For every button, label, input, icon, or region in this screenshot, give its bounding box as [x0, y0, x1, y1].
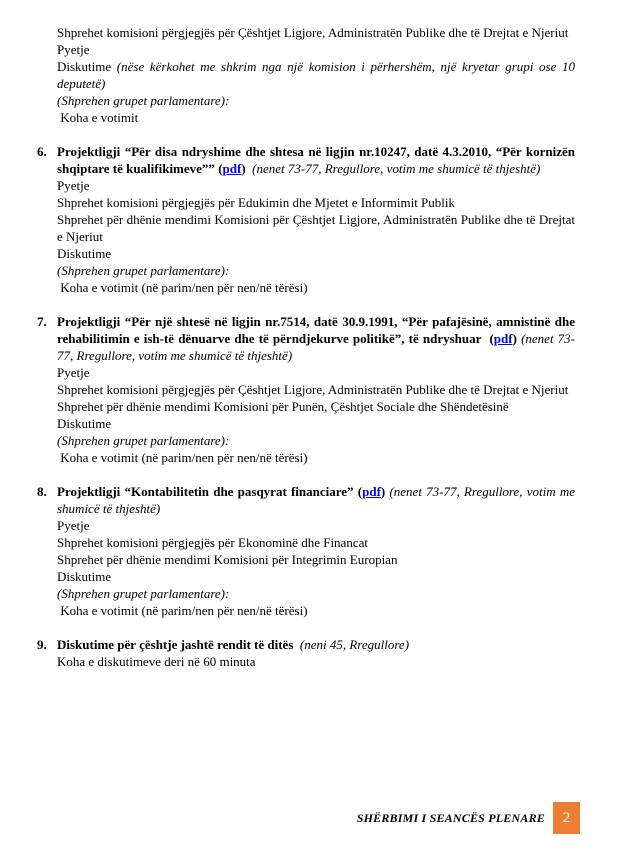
page-footer [357, 802, 580, 834]
text-line [57, 245, 575, 262]
text-line [57, 92, 575, 109]
text-line [57, 568, 575, 585]
line-text: Koha e votimit (në parim/nen për nen/në tërësi) [57, 603, 308, 618]
text-line [57, 534, 575, 551]
line-italic-text: (nëse kërkohet me shkrim nga një komision i përhershëm, një kryetar grupi ose 10 deputetë) [57, 59, 575, 91]
line-italic-text: (Shprehen grupet parlamentare): [57, 93, 230, 108]
text-line [57, 58, 575, 92]
item-title-line [57, 636, 575, 653]
text-line [57, 432, 575, 449]
item-title: Diskutime për çështje jashtë rendit të ditës [57, 637, 297, 652]
text-line [57, 398, 575, 415]
pdf-paren-open: ( [357, 484, 363, 499]
text-line [57, 449, 575, 466]
text-line [57, 41, 575, 58]
line-text: Pyetje [57, 518, 90, 533]
line-text: Pyetje [57, 365, 90, 380]
line-text: Diskutime [57, 246, 112, 261]
text-line [57, 381, 575, 398]
footer-label: SHËRBIMI I SEANCËS PLENARE [356, 810, 545, 825]
line-text: Pyetje [57, 178, 90, 193]
line-text: Diskutime [57, 59, 117, 74]
line-text: Shprehet për dhënie mendimi Komisioni për Çështjet Ligjore, Administratën Publike dhe të Drejtat e Njeriut [57, 212, 575, 244]
item-number: 7. [37, 314, 47, 329]
item-note: (nenet 73-77, Rregullore, votim me shumicë të thjeshtë) [245, 161, 541, 176]
item-number: 9. [37, 637, 47, 652]
text-line [57, 551, 575, 568]
item-note: (nenet 73-77, Rregullore, votim me shumicë të thjeshtë) [57, 484, 575, 516]
item-title-line [57, 143, 575, 177]
item-number: 6. [37, 144, 47, 159]
agenda-item-6 [37, 143, 575, 296]
pdf-paren-close: ) [380, 484, 386, 499]
pdf-link[interactable]: pdf [222, 161, 242, 176]
pdf-paren-close: ) [512, 331, 517, 346]
line-text: Shprehet komisioni përgjegjës për Edukimin dhe Mjetet e Informimit Publik [57, 195, 456, 210]
line-text: Diskutime [57, 569, 112, 584]
pdf-link[interactable]: pdf [362, 484, 381, 499]
text-line [57, 585, 575, 602]
line-italic-text: (Shprehen grupet parlamentare): [57, 586, 230, 601]
text-line [57, 109, 575, 126]
item-title: Projektligji “Kontabilitetin dhe pasqyrat financiare” [57, 484, 358, 499]
line-text: Shprehet komisioni përgjegjës për Çështjet Ligjore, Administratën Publike dhe të Drejtat e Njeriut [57, 382, 569, 397]
line-text: Diskutime [57, 416, 112, 431]
item-title: Projektligji “Për disa ndryshime dhe shtesa në ligjin nr.10247, datë 4.3.2010, “Për kornizën shqiptare të kualifikimeve”” [57, 144, 575, 176]
pdf-paren-open: ( [489, 331, 494, 346]
line-text: Koha e votimit (në parim/nen për nen/në tërësi) [57, 450, 308, 465]
item-body [57, 313, 575, 466]
item-title-line [57, 483, 575, 517]
item-note: (neni 45, Rregullore) [296, 637, 410, 652]
pdf-paren-open: ( [218, 161, 223, 176]
page-number-badge: 2 [553, 802, 580, 834]
text-line [57, 415, 575, 432]
item-title-line [57, 313, 575, 364]
line-italic-text: (Shprehen grupet parlamentare): [57, 433, 230, 448]
line-text: Shprehet komisioni përgjegjës për Ekonominë dhe Financat [57, 535, 368, 550]
line-text: Koha e diskutimeve deri në 60 minuta [57, 654, 256, 669]
agenda-item-9 [37, 636, 575, 670]
text-line [57, 653, 575, 670]
text-line [57, 517, 575, 534]
text-line [57, 177, 575, 194]
document-content [37, 24, 576, 670]
item-number: 8. [37, 484, 47, 499]
line-text: Koha e votimit (në parim/nen për nen/në tërësi) [57, 280, 308, 295]
item-body [57, 483, 575, 619]
line-italic-text: (Shprehen grupet parlamentare): [57, 263, 230, 278]
item-body [57, 636, 575, 670]
agenda-item-5-continuation [57, 24, 575, 126]
text-line [57, 262, 575, 279]
text-line [57, 194, 575, 211]
pdf-paren-close: ) [241, 161, 246, 176]
text-line [57, 24, 575, 41]
line-text: Shprehet komisioni përgjegjës për Çështjet Ligjore, Administratën Publike dhe të Drejtat e Njeriut [57, 25, 569, 40]
pdf-link[interactable]: pdf [493, 331, 513, 346]
item-title: Projektligji “Për një shtesë në ligjin nr.7514, datë 30.9.1991, “Për pafajësinë, amnistinë dhe rehabilitimin e ish-të dënuarve dhe të përndjekurve politikë”, të ndryshuar [57, 314, 575, 346]
text-line [57, 279, 575, 296]
item-note: (nenet 73-77, Rregullore, votim me shumicë të thjeshtë) [57, 331, 576, 363]
item-body [57, 143, 575, 296]
text-line [57, 211, 575, 245]
agenda-item-8 [37, 483, 575, 619]
line-text: Shprehet për dhënie mendimi Komisioni për Integrimin Europian [57, 552, 398, 567]
text-line [57, 364, 575, 381]
line-text: Koha e votimit [57, 110, 139, 125]
line-text: Shprehet për dhënie mendimi Komisioni për Punën, Çështjet Sociale dhe Shëndetësinë [57, 399, 509, 414]
agenda-item-7 [37, 313, 575, 466]
line-text: Pyetje [57, 42, 90, 57]
text-line [57, 602, 575, 619]
